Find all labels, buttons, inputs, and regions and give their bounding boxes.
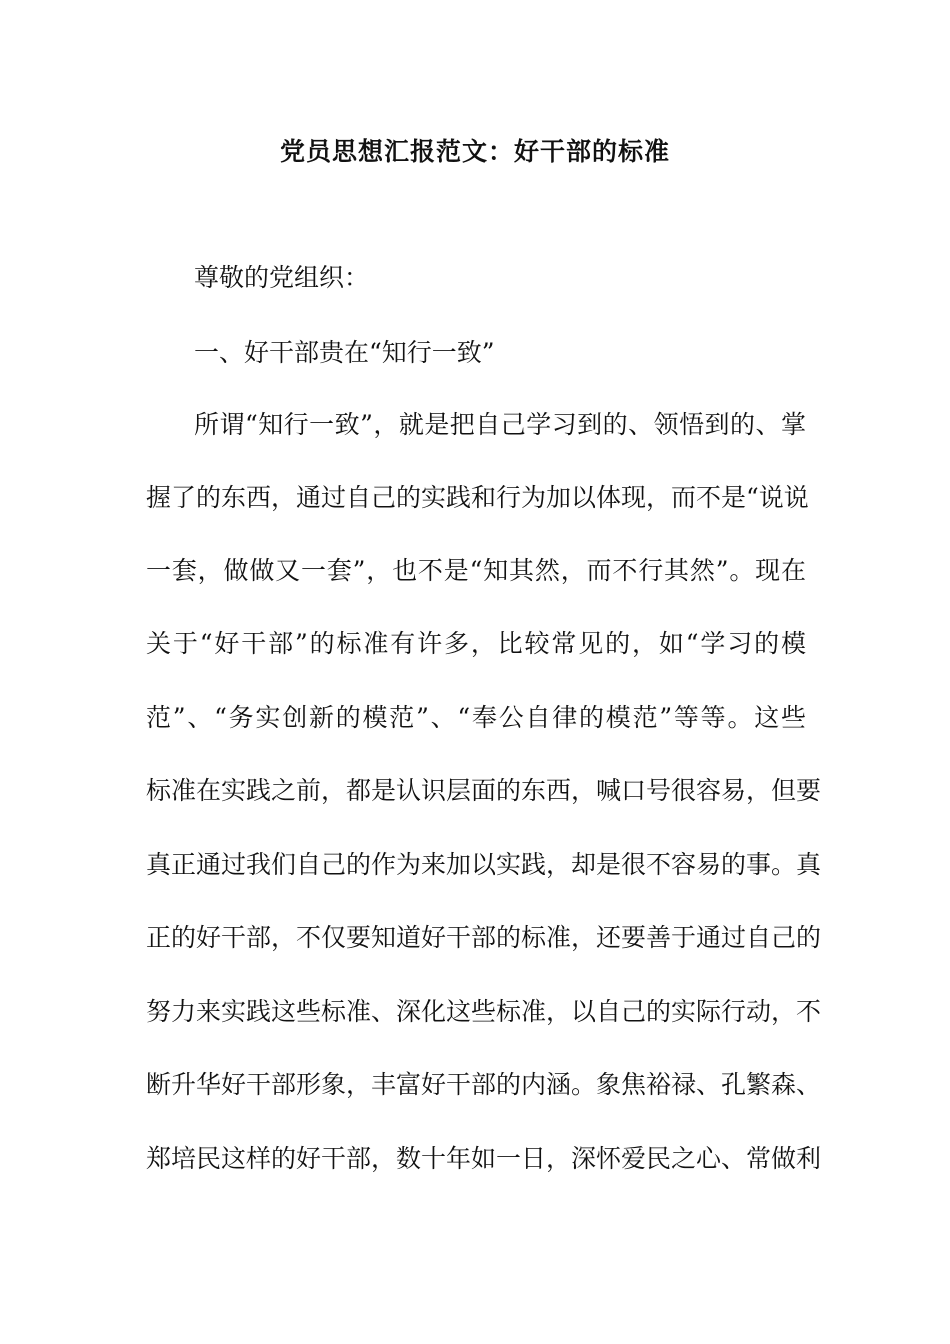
body-line: 真正通过我们自己的作为来加以实践，却是很不容易的事。真 bbox=[146, 850, 822, 879]
body-line: 郑培民这样的好干部，数十年如一日，深怀爱民之心、常做利 bbox=[146, 1144, 822, 1173]
body-line: 一套，做做又一套”，也不是“知其然，而不行其然”。现在 bbox=[146, 556, 806, 585]
body-line: 握了的东西，通过自己的实践和行为加以体现，而不是“说说 bbox=[146, 483, 809, 512]
body-line: 努力来实践这些标准、深化这些标准，以自己的实际行动，不 bbox=[146, 997, 822, 1026]
body-line: 断升华好干部形象，丰富好干部的内涵。象焦裕禄、孔繁森、 bbox=[146, 1070, 822, 1099]
document-title: 党员思想汇报范文：好干部的标准 bbox=[279, 137, 670, 166]
body-line: 关于“好干部”的标准有许多，比较常见的，如“学习的模 bbox=[146, 629, 806, 658]
body-line: 所谓“知行一致”，就是把自己学习到的、领悟到的、掌 bbox=[194, 410, 806, 439]
body-line: 标准在实践之前，都是认识层面的东西，喊口号很容易，但要 bbox=[146, 776, 822, 805]
section-heading: 一、好干部贵在“知行一致” bbox=[194, 338, 495, 367]
body-line: 正的好干部，不仅要知道好干部的标准，还要善于通过自己的 bbox=[146, 923, 822, 952]
body-line: 范”、“务实创新的模范”、“奉公自律的模范”等等。这些 bbox=[146, 703, 806, 732]
salutation: 尊敬的党组织： bbox=[194, 263, 370, 292]
